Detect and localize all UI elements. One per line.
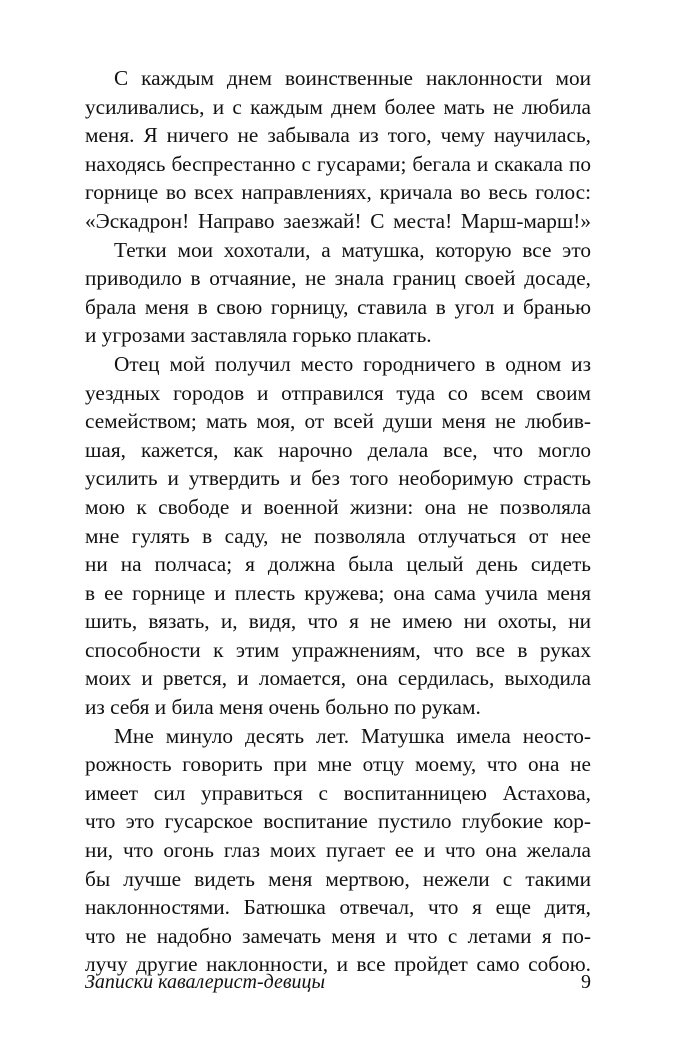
text-line: что это гусарское воспитание пустило глубокие кор- (85, 809, 591, 834)
text-line: усилить и утвердить и без того необоримую страсть (85, 466, 591, 491)
text-line: находясь беспрестанно с гусарами; бегала и скакала по (85, 151, 591, 176)
text-line: моих и рвется, и ломается, она сердилась, выходила (85, 666, 591, 691)
running-title: Записки кавалерист-девицы (85, 971, 326, 993)
text-line: ни, что огонь глаз моих пугает ее и что она желала (85, 838, 591, 863)
text-line: в ее горнице и плесть кружева; она сама учила меня (85, 580, 591, 605)
text-line: приводило в отчаяние, не знала границ своей досаде, (85, 266, 591, 291)
text-line: рожность говорить при мне отцу моему, что она не (85, 752, 591, 777)
text-line: Мне минуло десять лет. Матушка имела неосто- (114, 723, 591, 748)
body-text (85, 64, 591, 979)
text-line: «Эскадрон! Направо заезжай! С места! Марш-марш!» (85, 208, 591, 233)
text-line: семейством; мать моя, от всей души меня не любив- (85, 409, 591, 434)
page-number: 9 (581, 971, 591, 993)
text-line: Отец мой получил место городничего в одном из (114, 351, 591, 376)
text-line: меня. Я ничего не забывала из того, чему научилась, (85, 123, 591, 148)
text-line: усиливались, и с каждым днем более мать не любила (85, 94, 591, 119)
text-line: из себя и била меня очень больно по рукам. (85, 695, 481, 720)
text-line: шая, кажется, как нарочно делала все, что могло (85, 437, 591, 462)
text-line: способности к этим упражнениям, что все в руках (85, 637, 591, 662)
text-line: Тетки мои хохотали, а матушка, которую все это (114, 237, 591, 262)
text-line: лучу другие наклонности, и все пройдет само собою. (85, 952, 591, 977)
paragraph (85, 722, 591, 979)
page-footer (85, 967, 591, 997)
paragraph (85, 64, 591, 236)
text-line: горнице во всех направлениях, кричала во весь голос: (85, 180, 591, 205)
paragraph (85, 236, 591, 350)
text-line: имеет сил управиться с воспитанницею Астахова, (85, 780, 591, 805)
text-line: ни на полчаса; я должна была целый день сидеть (85, 552, 591, 577)
text-line: что не надобно замечать меня и что с летами я по- (85, 923, 591, 948)
text-line: мою к свободе и военной жизни: она не позволяла (85, 494, 591, 519)
text-line: шить, вязать, и, видя, что я не имею ни охоты, ни (85, 609, 591, 634)
paragraph (85, 350, 591, 722)
text-line: и угрозами заставляла горько плакать. (85, 323, 432, 348)
text-line: мне гулять в саду, не позволяла отлучаться от нее (85, 523, 591, 548)
text-line: наклонностями. Батюшка отвечал, что я еще дитя, (85, 895, 591, 920)
text-line: брала меня в свою горницу, ставила в угол и бранью (85, 294, 591, 319)
text-line: уездных городов и отправился туда со всем своим (85, 380, 591, 405)
text-line: бы лучше видеть меня мертвою, нежели с такими (85, 866, 591, 891)
text-line: С каждым днем воинственные наклонности мои (114, 66, 591, 90)
